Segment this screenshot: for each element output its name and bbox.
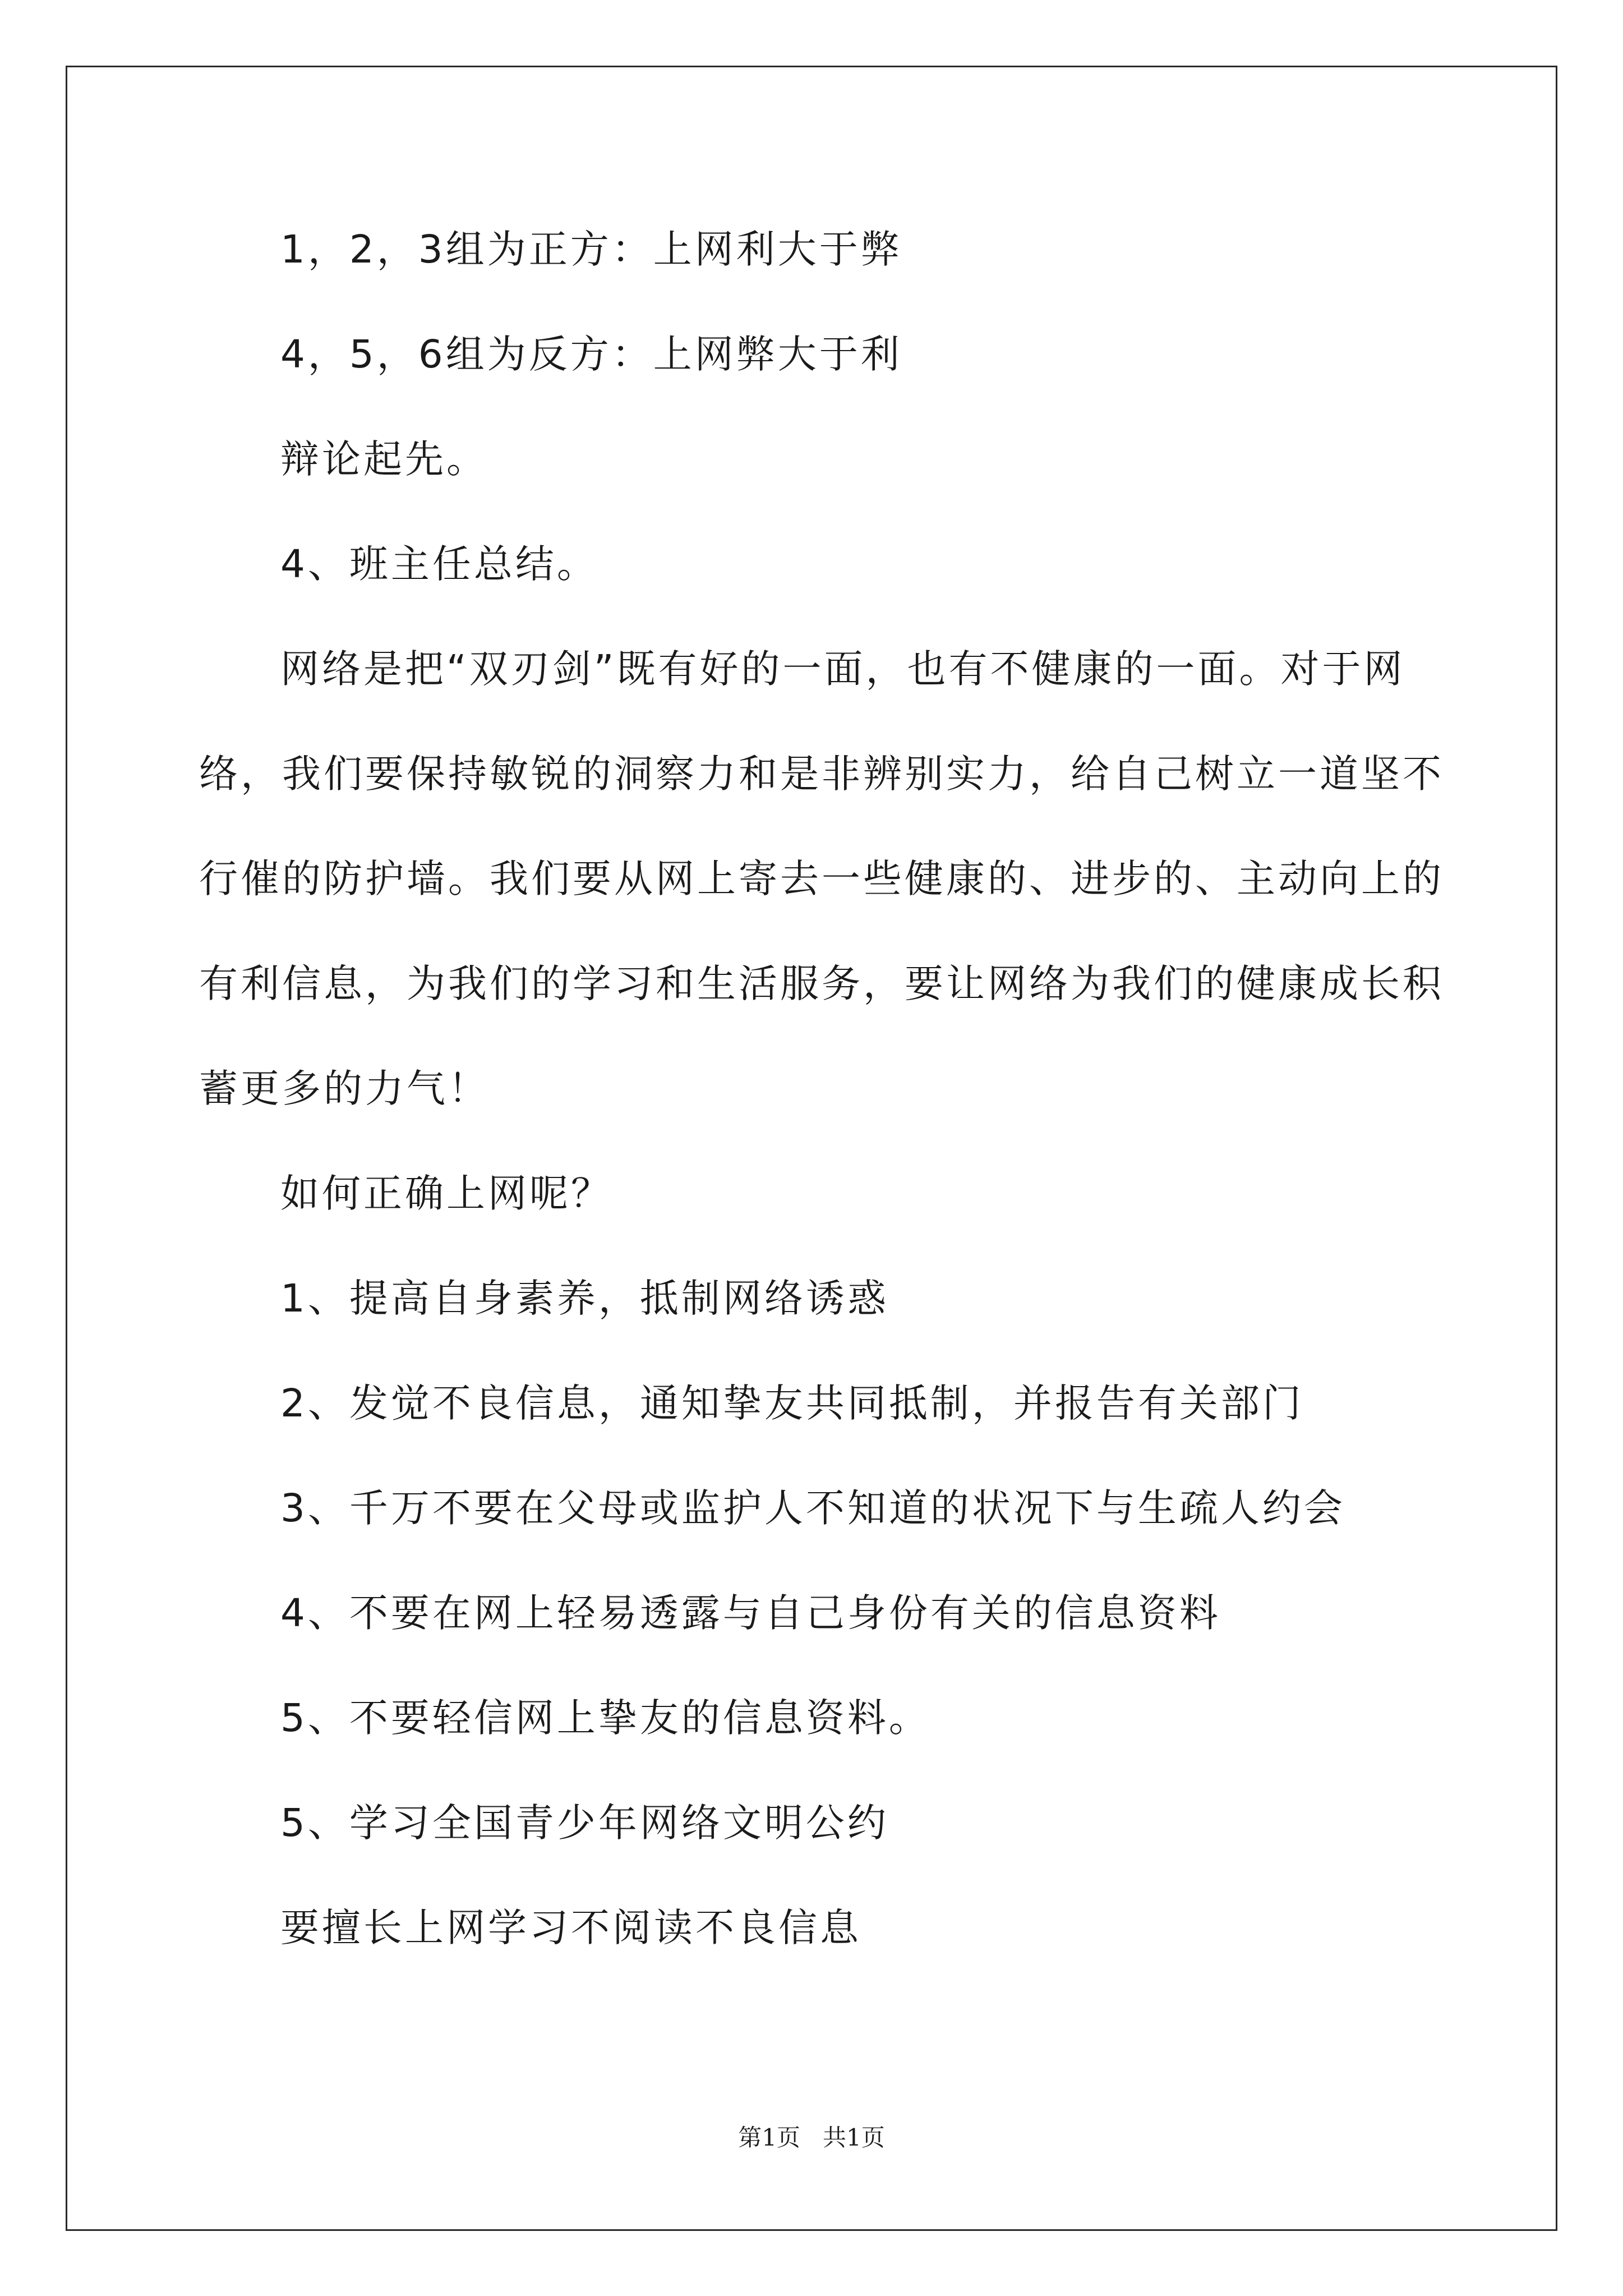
tip-1: 1、提高自身素养，抵制网络诱惑 [280, 1276, 889, 1321]
debate-start: 辩论起先。 [280, 437, 488, 482]
tip-6: 5、学习全国青少年网络文明公约 [280, 1801, 889, 1846]
group-positive-side: 1，2，3组为正方：上网利大于弊 [280, 227, 902, 272]
tip-4: 4、不要在网上轻易透露与自己身份有关的信息资料 [280, 1591, 1221, 1636]
how-to-heading: 如何正确上网呢？ [280, 1171, 612, 1216]
step-4-heading: 4、班主任总结。 [280, 542, 598, 587]
summary-line-5: 蓄更多的力气！ [199, 1066, 490, 1111]
summary-line-4: 有利信息，为我们的学习和生活服务，要让网络为我们的健康成长积 [199, 961, 1444, 1006]
tip-3: 3、千万不要在父母或监护人不知道的状况下与生疏人约会 [280, 1486, 1345, 1531]
page-number-footer: 第1页 共1页 [738, 2124, 885, 2151]
tip-5: 5、不要轻信网上挚友的信息资料。 [280, 1696, 930, 1741]
summary-line-1: 网络是把“双刃剑”既有好的一面，也有不健康的一面。对于网 [280, 647, 1405, 692]
tip-2: 2、发觉不良信息，通知挚友共同抵制，并报告有关部门 [280, 1381, 1304, 1426]
group-negative-side: 4，5，6组为反方：上网弊大于利 [280, 332, 902, 377]
closing-line: 要擅长上网学习不阅读不良信息 [280, 1906, 861, 1950]
summary-line-3: 行催的防护墙。我们要从网上寄去一些健康的、进步的、主动向上的 [199, 857, 1444, 901]
summary-line-2: 络，我们要保持敏锐的洞察力和是非辨别实力，给自己树立一道坚不 [199, 752, 1444, 797]
